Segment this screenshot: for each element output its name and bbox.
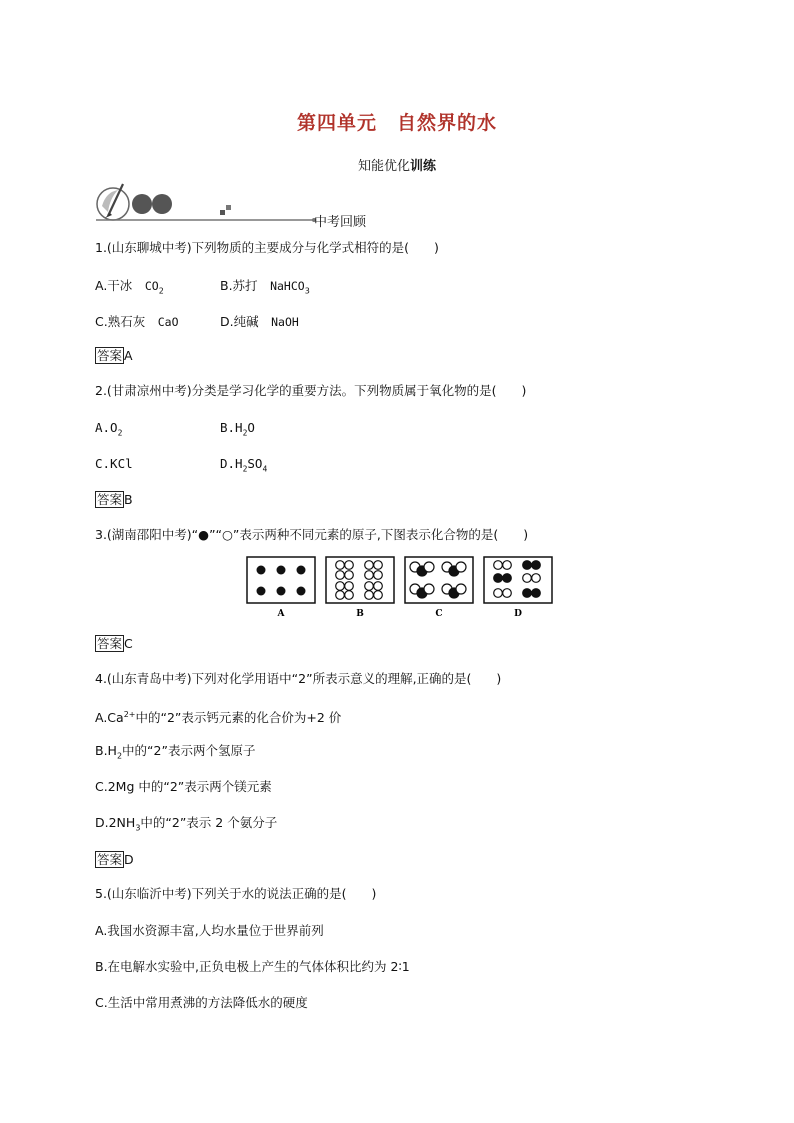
q2-option-b: $B.H_2O$	[220, 420, 255, 438]
q4-answer: 答案 D	[97, 852, 134, 867]
squares-icon	[220, 205, 231, 215]
q5-option-b: B.在电解水实验中,正负电极上产生的气体体积比约为 2∶1	[95, 959, 410, 974]
question-3-stem: 3.(湖南邵阳中考)“●”“○”表示两种不同元素的原子,下图表示化合物的是( )	[95, 527, 529, 542]
fig-label-c: C	[435, 609, 443, 619]
q4-option-d: $D.2NH_3$中的“2”表示 2 个氨分子	[95, 815, 278, 833]
q5-option-a: A.我国水资源丰富,人均水量位于世界前列	[95, 923, 324, 938]
fig-label-b: B	[356, 609, 364, 619]
box-b	[326, 557, 394, 603]
q2-option-c: C.KCl	[95, 456, 133, 471]
page-subtitle: 知能优化训练	[357, 159, 437, 174]
q4-option-a: $A.Ca^{2+}$中的“2”表示钙元素的化合价为+2 价	[95, 710, 342, 726]
q1-option-b: B.苏打 NaHCO$_3$	[220, 278, 310, 296]
fig-label-a: A	[277, 609, 285, 619]
q3-answer: 答案 C	[97, 636, 133, 651]
q2-option-d: $D.H_2SO_4$	[220, 456, 268, 474]
box-a	[247, 557, 315, 603]
q4-option-c: C.2Mg 中的“2”表示两个镁元素	[95, 779, 272, 794]
brush-icon	[97, 184, 129, 220]
q1-option-d: D.纯碱 NaOH	[220, 314, 299, 329]
q5-option-c: C.生活中常用煮沸的方法降低水的硬度	[95, 995, 308, 1010]
molecule-diagram	[246, 556, 556, 620]
question-4-stem: 4.(山东青岛中考)下列对化学用语中“2”所表示意义的理解,正确的是( )	[95, 671, 502, 686]
q4-option-b: $B.H_2$中的“2”表示两个氢原子	[95, 743, 256, 761]
question-2-stem: 2.(甘肃凉州中考)分类是学习化学的重要方法。下列物质属于氧化物的是( )	[95, 383, 527, 398]
fig-label-d: D	[514, 609, 522, 619]
q1-option-a: A.干冰 $CO_2$	[95, 278, 164, 296]
q1-option-c: C.熟石灰 CaO	[95, 314, 179, 329]
q2-answer: 答案 B	[97, 492, 133, 507]
box-d	[484, 557, 552, 603]
q1-answer: 答案 A	[97, 348, 133, 363]
answer-tag: 答案	[97, 348, 123, 363]
answer-tag: 答案	[97, 636, 123, 651]
box-c	[405, 557, 473, 603]
page-title: 第四单元 自然界的水	[296, 112, 497, 134]
decor-dot-1	[132, 194, 152, 214]
question-1-stem: 1.(山东聊城中考)下列物质的主要成分与化学式相符的是( )	[95, 240, 439, 255]
q2-option-a: $A.O_2$	[95, 420, 123, 438]
section-label: 中考回顾	[314, 215, 367, 230]
answer-tag: 答案	[97, 852, 123, 867]
decor-dot-2	[152, 194, 172, 214]
question-5-stem: 5.(山东临沂中考)下列关于水的说法正确的是( )	[95, 886, 377, 901]
answer-tag: 答案	[97, 492, 123, 507]
section-banner	[96, 182, 456, 228]
